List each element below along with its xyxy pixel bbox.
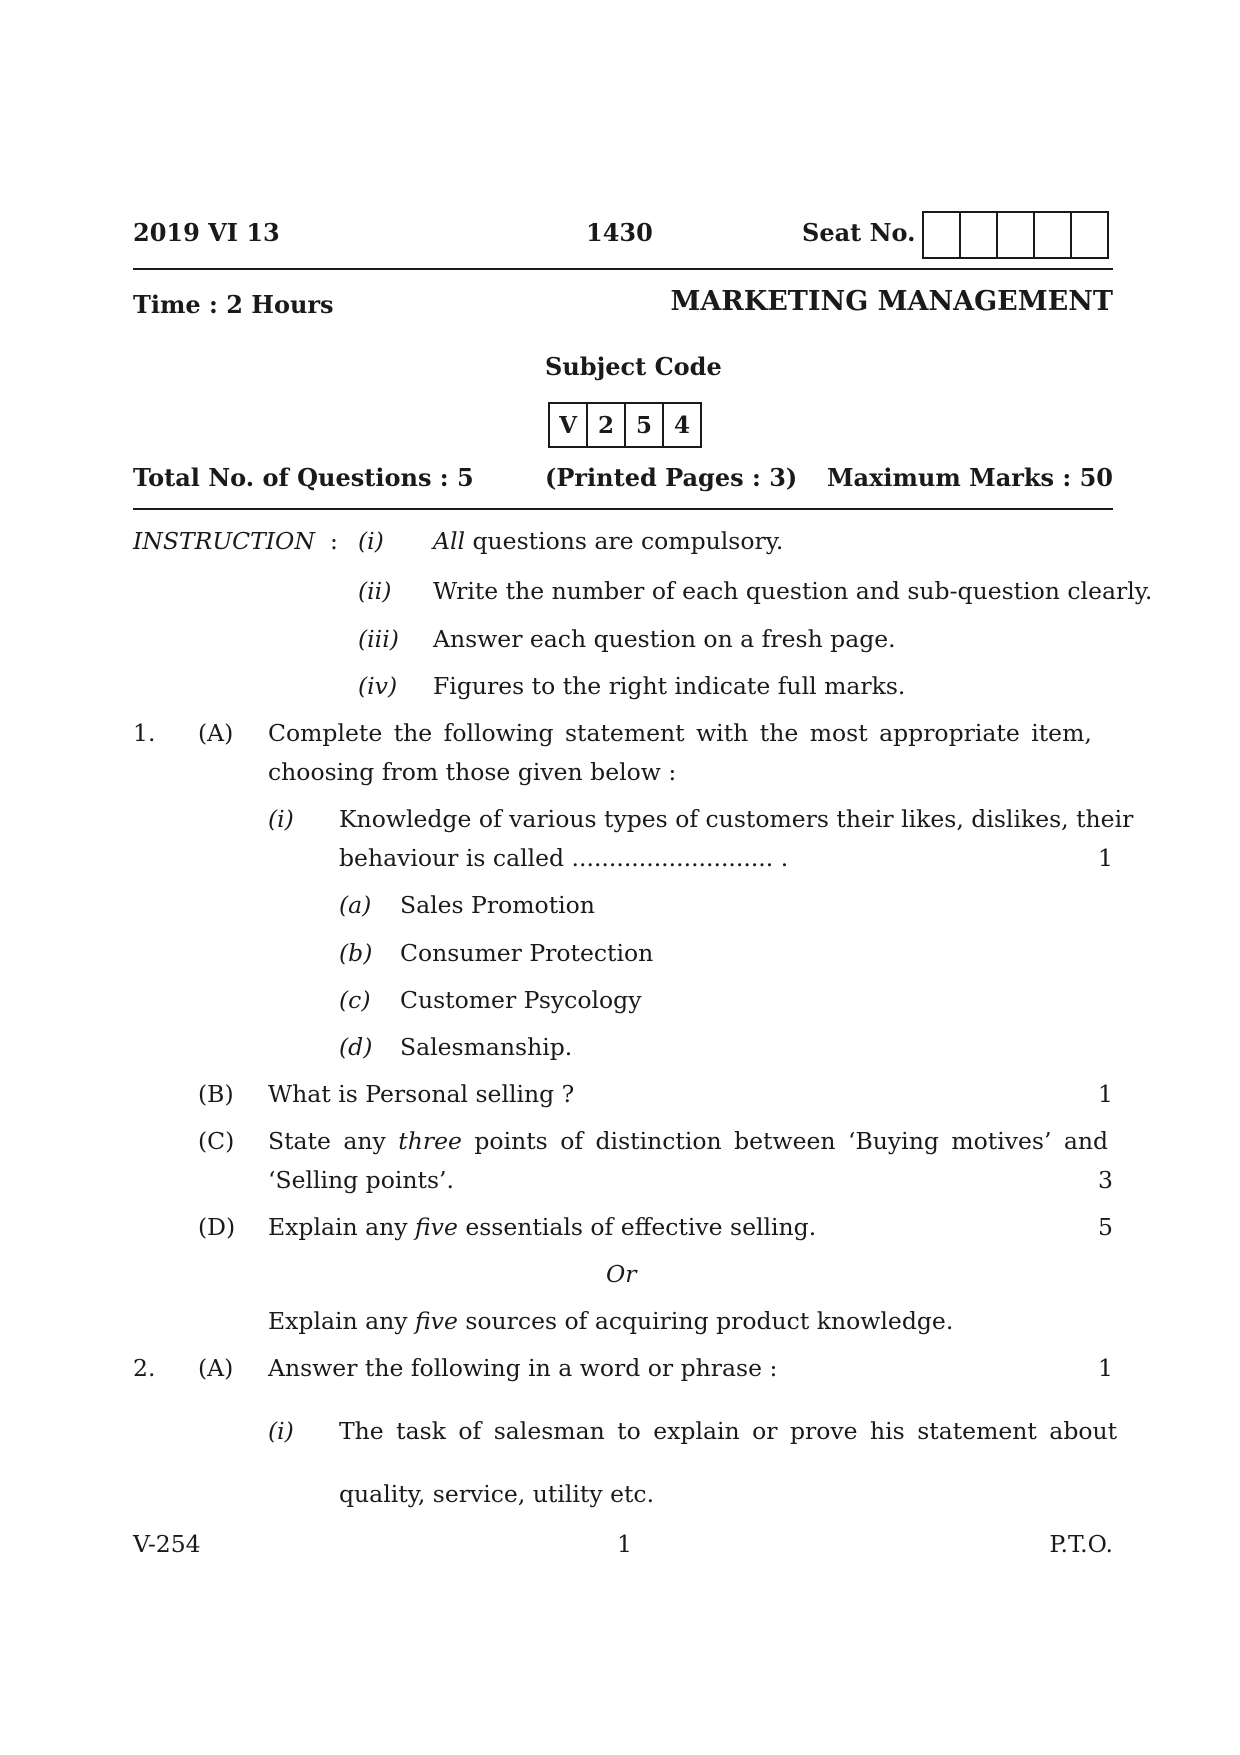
question-text: ‘Selling points’. (268, 1166, 454, 1194)
emphasis: five (415, 1213, 458, 1241)
subject-code-boxes (548, 402, 702, 448)
option-letter: (d) (339, 1033, 373, 1061)
option-letter: (b) (339, 939, 373, 967)
time-allowed: Time : 2 Hours (133, 290, 334, 319)
part-label: (B) (198, 1080, 234, 1108)
instruction-emphasis: All (433, 527, 466, 555)
or-separator: Or (606, 1260, 637, 1288)
instruction-colon: : (330, 527, 338, 555)
question-text: choosing from those given below : (268, 758, 677, 786)
subject-code-char: 4 (673, 411, 690, 439)
subject-code-char: 5 (626, 404, 664, 446)
text-segment: essentials of effective selling. (457, 1213, 817, 1241)
seat-box (998, 213, 1035, 257)
question-text (268, 1307, 953, 1335)
part-label: (A) (198, 1354, 234, 1382)
instruction-num: (iii) (358, 625, 399, 653)
option-text: Consumer Protection (400, 939, 654, 967)
option-text: Customer Psycology (400, 986, 642, 1014)
option-text: Salesmanship. (400, 1033, 573, 1061)
instruction-item (433, 527, 783, 555)
seat-box (961, 213, 998, 257)
marks: 1 (1098, 1354, 1113, 1382)
part-label: (C) (198, 1127, 235, 1155)
text-segment: Explain any (268, 1307, 415, 1335)
exam-code: 2019 VI 13 (133, 218, 280, 247)
printed-pages: (Printed Pages : 3) (545, 463, 798, 492)
question-text: Complete the following statement with the most appropriate item, (268, 719, 1092, 747)
seat-box (924, 213, 961, 257)
question-text: The task of salesman to explain or prove his statement about (339, 1417, 1118, 1445)
instruction-text: Write the number of each question and sub-question clearly. (433, 577, 1153, 605)
emphasis: three (398, 1127, 462, 1155)
page-number: 1 (617, 1530, 632, 1558)
question-text: behaviour is called ........................... . (339, 844, 789, 872)
part-label: (D) (198, 1213, 236, 1241)
question-text: Answer the following in a word or phrase : (268, 1354, 778, 1382)
text-segment: points of distinction between ‘Buying motives’ and (461, 1127, 1109, 1155)
seat-label: Seat No. (802, 218, 916, 247)
text-segment: Explain any (268, 1213, 415, 1241)
seat-box (1072, 213, 1107, 257)
text-segment: State any (268, 1127, 399, 1155)
instruction-num: (i) (358, 527, 384, 555)
instructions-rule (133, 508, 1113, 510)
part-label: (A) (198, 719, 234, 747)
option-letter: (c) (339, 986, 371, 1014)
question-text: quality, service, utility etc. (339, 1480, 655, 1508)
marks: 5 (1098, 1213, 1113, 1241)
marks: 1 (1098, 844, 1113, 872)
marks: 1 (1098, 1080, 1113, 1108)
instruction-num: (iv) (358, 672, 398, 700)
question-number: 2. (133, 1354, 156, 1382)
option-text: Sales Promotion (400, 891, 595, 919)
seat-box (1035, 213, 1072, 257)
question-text: Knowledge of various types of customers their likes, dislikes, their (339, 805, 1134, 833)
subject-code-char: 2 (588, 404, 626, 446)
instruction-text: Answer each question on a fresh page. (433, 625, 896, 653)
marks: 3 (1098, 1166, 1113, 1194)
subject-code-label: Subject Code (545, 352, 722, 381)
instruction-num: (ii) (358, 577, 392, 605)
subject-code-char: V (550, 404, 588, 446)
question-text: What is Personal selling ? (268, 1080, 575, 1108)
total-questions: Total No. of Questions : 5 (133, 463, 474, 492)
subject-title: MARKETING MANAGEMENT (670, 286, 1113, 317)
header-rule (133, 268, 1113, 270)
instruction-label: INSTRUCTION (133, 527, 315, 555)
emphasis: five (415, 1307, 458, 1335)
question-number: 1. (133, 719, 156, 747)
maximum-marks: Maximum Marks : 50 (826, 463, 1113, 492)
text-segment: sources of acquiring product knowledge. (457, 1307, 954, 1335)
subpart-number: (i) (268, 805, 294, 833)
instruction-text: Figures to the right indicate full marks. (433, 672, 906, 700)
footer-code: V-254 (133, 1530, 201, 1558)
question-text (268, 1213, 816, 1241)
paper-number: 1430 (586, 218, 653, 247)
subpart-number: (i) (268, 1417, 294, 1445)
instruction-text: questions are compulsory. (465, 527, 784, 555)
please-turn-over: P.T.O. (1049, 1530, 1113, 1558)
question-text (268, 1127, 1108, 1155)
option-letter: (a) (339, 891, 372, 919)
seat-number-boxes (922, 211, 1109, 259)
